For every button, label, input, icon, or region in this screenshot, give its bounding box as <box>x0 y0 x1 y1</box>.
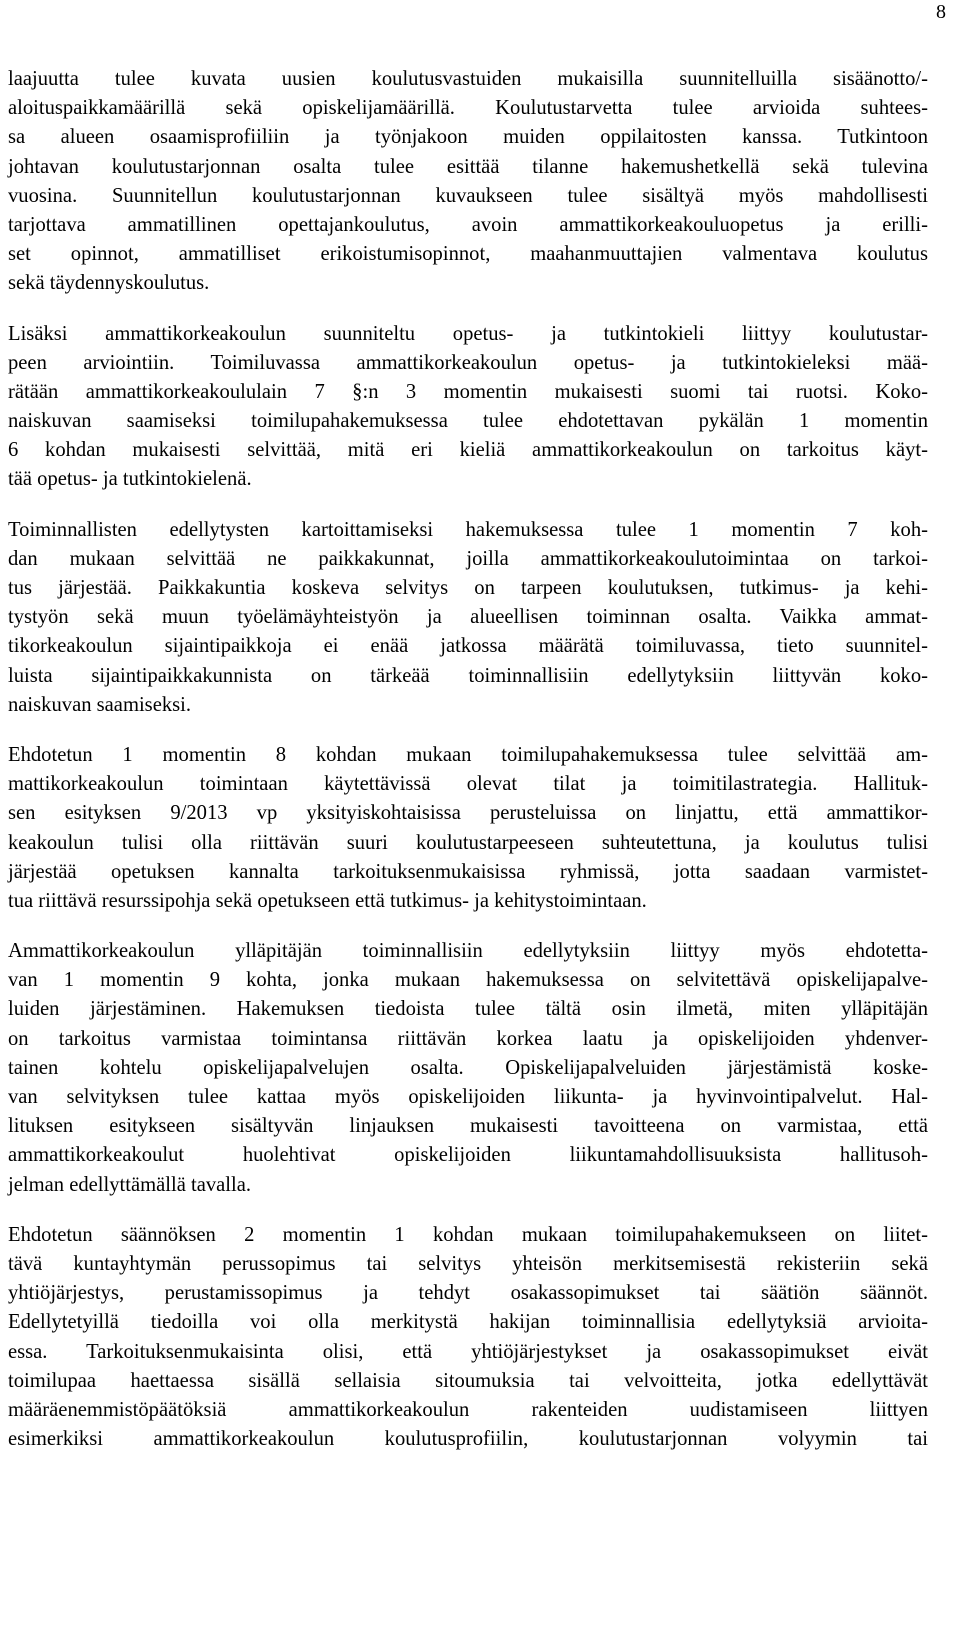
text-line: luiden järjestäminen. Hakemuksen tiedoista tulee tältä osin ilmetä, miten ylläpitäjän <box>8 998 928 1021</box>
text-line: Lisäksi ammattikorkeakoulun suunniteltu opetus- ja tutkintokieli liittyy koulutustar- <box>8 322 928 345</box>
text-line: sekä täydennyskoulutus. <box>8 272 210 295</box>
text-line: van 1 momentin 9 kohta, jonka mukaan hakemuksessa on selvitettävä opiskelijapalve- <box>8 969 928 992</box>
text-line: set opinnot, ammatilliset erikoistumisopinnot, maahanmuuttajien valmentava koulutus <box>8 243 928 266</box>
text-line: 6 kohdan mukaisesti selvittää, mitä eri kieliä ammattikorkeakoulun on tarkoitus käyt- <box>8 439 928 462</box>
paragraph <box>8 516 928 720</box>
text-line: Edellytetyillä tiedoilla voi olla merkitystä hakijan toiminnallisia edellytyksiä arvioita- <box>8 1311 928 1334</box>
text-line: luista sijaintipaikkakunnista on tärkeää toiminnallisiin edellytyksiin liittyvän koko- <box>8 664 928 687</box>
text-line: aloituspaikkamäärillä sekä opiskelijamäärillä. Koulutustarvetta tulee arvioida suhtees- <box>8 97 928 120</box>
text-line: tua riittävä resurssipohja sekä opetukseen että tutkimus- ja kehitystoimintaan. <box>8 889 647 912</box>
text-line: tystyön sekä muun työelämäyhteistyön ja alueellisen toiminnan osalta. Vaikka ammat- <box>8 606 928 629</box>
paragraph <box>8 65 928 299</box>
text-line: tarjottava ammatillinen opettajankoulutus, avoin ammattikorkeakouluopetus ja erilli- <box>8 213 928 236</box>
text-line: tikorkeakoulun sijaintipaikkoja ei enää jatkossa määrätä toimiluvassa, tieto suunnitel- <box>8 635 928 658</box>
text-line: tävä kuntayhtymän perussopimus tai selvitys yhteisön merkitsemisestä rekisteriin sekä <box>8 1252 928 1275</box>
text-line: rätään ammattikorkeakoululain 7 §:n 3 momentin mukaisesti suomi tai ruotsi. Koko- <box>8 380 928 403</box>
paragraph <box>8 937 928 1200</box>
text-line: Ehdotetun säännöksen 2 momentin 1 kohdan mukaan toimilupahakemukseen on liitet- <box>8 1223 928 1246</box>
page-number: 8 <box>936 1 946 23</box>
text-line: Ammattikorkeakoulun ylläpitäjän toiminnallisiin edellytyksiin liittyy myös ehdotetta- <box>8 940 928 963</box>
text-line: naiskuvan saamiseksi toimilupahakemuksessa tulee ehdotettavan pykälän 1 momentin <box>8 410 928 433</box>
text-line: jelman edellyttämällä tavalla. <box>8 1173 252 1196</box>
text-line: Toiminnallisten edellytysten kartoittamiseksi hakemuksessa tulee 1 momentin 7 koh- <box>8 518 928 541</box>
text-line: toimilupaa haettaessa sisällä sellaisia sitoumuksia tai velvoitteita, jotka edellyttävät <box>8 1369 928 1392</box>
text-line: määräenemmistöpäätöksiä ammattikorkeakoulun rakenteiden uudistamiseen liittyen <box>8 1398 928 1421</box>
text-line: ammattikorkeakoulut huolehtivat opiskelijoiden liikuntamahdollisuuksista hallitusoh- <box>8 1144 928 1167</box>
text-line: tainen kohtelu opiskelijapalvelujen osalta. Opiskelijapalveluiden järjestämistä koske- <box>8 1056 928 1079</box>
text-line: van selvityksen tulee kattaa myös opiskelijoiden liikunta- ja hyvinvointipalvelut. Hal- <box>8 1086 928 1108</box>
text-line: johtavan koulutustarjonnan osalta tulee esittää tilanne hakemushetkellä sekä tulevina <box>8 155 928 178</box>
text-line: peen arviointiin. Toimiluvassa ammattikorkeakoulun opetus- ja tutkintokieleksi mää- <box>8 351 928 374</box>
text-line: laajuutta tulee kuvata uusien koulutusvastuiden mukaisilla suunnitelluilla sisäänotto/- <box>8 68 928 90</box>
text-line: vuosina. Suunnitellun koulutustarjonnan kuvaukseen tulee sisältyä myös mahdollisesti <box>8 184 928 207</box>
text-line: esimerkiksi ammattikorkeakoulun koulutusprofiilin, koulutustarjonnan volyymin tai <box>8 1428 928 1451</box>
text-line: naiskuvan saamiseksi. <box>8 693 192 716</box>
text-line: lituksen esitykseen sisältyvän linjauksen mukaisesti tavoitteena on varmistaa, että <box>8 1115 928 1138</box>
document-body <box>8 65 928 1475</box>
text-line: tus järjestää. Paikkakuntia koskeva selvitys on tarpeen koulutuksen, tutkimus- ja kehi- <box>8 577 928 599</box>
text-line: mattikorkeakoulun toimintaan käytettävissä olevat tilat ja toimitilastrategia. Hallituk- <box>8 773 928 796</box>
text-line: tää opetus- ja tutkintokielenä. <box>8 468 252 491</box>
text-line: dan mukaan selvittää ne paikkakunnat, joilla ammattikorkeakoulutoimintaa on tarkoi- <box>8 547 928 570</box>
text-line: järjestää opetuksen kannalta tarkoituksenmukaisissa ryhmissä, jotta saadaan varmistet- <box>8 860 928 883</box>
paragraph <box>8 1221 928 1455</box>
text-line: on tarkoitus varmistaa toimintansa riittävän korkea laatu ja opiskelijoiden yhdenver- <box>8 1027 928 1050</box>
text-line: sa alueen osaamisprofiiliin ja työnjakoon muiden oppilaitosten kanssa. Tutkintoon <box>8 126 928 149</box>
text-line: sen esityksen 9/2013 vp yksityiskohtaisissa perusteluissa on linjattu, että ammattikor- <box>8 802 928 825</box>
text-line: Ehdotetun 1 momentin 8 kohdan mukaan toimilupahakemuksessa tulee selvittää am- <box>8 743 928 766</box>
text-line: yhtiöjärjestys, perustamissopimus ja tehdyt osakassopimukset tai säätiön säännöt. <box>8 1282 928 1305</box>
paragraph <box>8 741 928 916</box>
text-line: essa. Tarkoituksenmukaisinta olisi, että yhtiöjärjestykset ja osakassopimukset eivät <box>8 1340 928 1363</box>
paragraph <box>8 320 928 495</box>
text-line: keakoulun tulisi olla riittävän suuri koulutustarpeeseen suhteutettuna, ja koulutus tulisi <box>8 831 928 854</box>
